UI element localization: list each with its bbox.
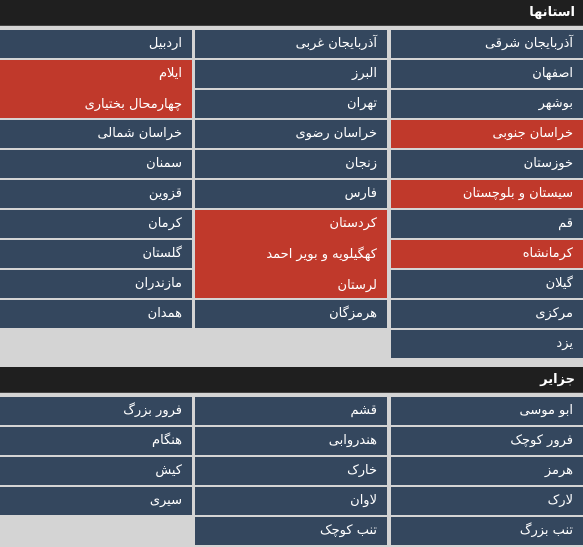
province-item[interactable]: زنجان: [195, 150, 387, 178]
province-item[interactable]: سیستان و بلوچستان: [391, 180, 583, 208]
island-item[interactable]: هنگام: [0, 427, 192, 455]
province-item[interactable]: فارس: [195, 180, 387, 208]
province-item[interactable]: خراسان جنوبی: [391, 120, 583, 148]
provinces-header: استانها: [0, 0, 583, 26]
island-item[interactable]: تنب بزرگ: [391, 517, 583, 545]
province-item[interactable]: خراسان رضوی: [195, 120, 387, 148]
province-item[interactable]: همدان: [0, 300, 192, 328]
island-item[interactable]: تنب کوچک: [195, 517, 387, 545]
island-item[interactable]: فرور بزرگ: [0, 397, 192, 425]
island-item[interactable]: لاوان: [195, 487, 387, 515]
province-item[interactable]: اصفهان: [391, 60, 583, 88]
province-item[interactable]: مرکزی: [391, 300, 583, 328]
province-item[interactable]: کهگیلویه و بویر احمد: [266, 247, 377, 262]
islands-header: جزایر: [0, 367, 583, 393]
province-item[interactable]: البرز: [195, 60, 387, 88]
province-item[interactable]: خراسان شمالی: [0, 120, 192, 148]
province-item[interactable]: چهارمحال بختیاری: [84, 97, 182, 112]
island-item[interactable]: قشم: [195, 397, 387, 425]
province-item[interactable]: یزد: [391, 330, 583, 358]
island-item[interactable]: خارک: [195, 457, 387, 485]
province-item[interactable]: سمنان: [0, 150, 192, 178]
province-item[interactable]: تهران: [195, 90, 387, 118]
province-item[interactable]: قزوین: [0, 180, 192, 208]
island-item[interactable]: هندروابی: [195, 427, 387, 455]
province-item[interactable]: کرمان: [0, 210, 192, 238]
island-item[interactable]: ابو موسی: [391, 397, 583, 425]
province-item[interactable]: خوزستان: [391, 150, 583, 178]
province-item[interactable]: گیلان: [391, 270, 583, 298]
island-item[interactable]: سیری: [0, 487, 192, 515]
island-item[interactable]: کیش: [0, 457, 192, 485]
province-item[interactable]: ایلام: [158, 66, 182, 81]
province-item[interactable]: آذربایجان شرقی: [391, 30, 583, 58]
province-item[interactable]: هرمزگان: [195, 300, 387, 328]
province-item[interactable]: آذربایجان غربی: [195, 30, 387, 58]
province-item[interactable]: لرستان: [337, 278, 377, 293]
province-item[interactable]: گلستان: [0, 240, 192, 268]
province-highlight-block[interactable]: [0, 60, 192, 118]
province-item[interactable]: کردستان: [329, 216, 377, 231]
province-highlight-block[interactable]: [195, 210, 387, 298]
island-item[interactable]: فرور کوچک: [391, 427, 583, 455]
province-item[interactable]: قم: [391, 210, 583, 238]
province-item[interactable]: کرمانشاه: [391, 240, 583, 268]
island-item[interactable]: هرمز: [391, 457, 583, 485]
province-item[interactable]: بوشهر: [391, 90, 583, 118]
province-item[interactable]: اردبیل: [0, 30, 192, 58]
province-item[interactable]: مازندران: [0, 270, 192, 298]
island-item[interactable]: لارک: [391, 487, 583, 515]
